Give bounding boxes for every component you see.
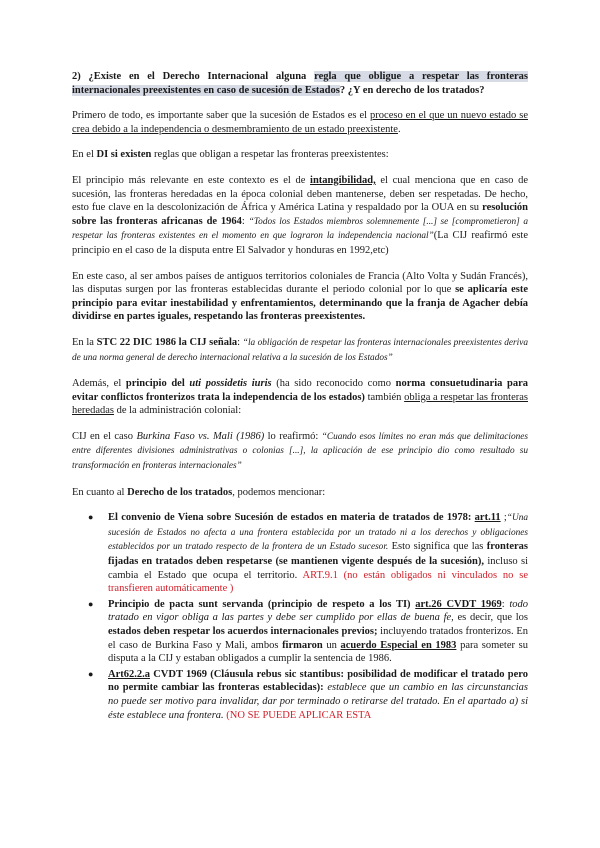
bold-text: CVDT 1969 (Cláusula rebus sic stantibus: posibilidad de modificar el tratado pero no permite cambiar las fronteras establecidas): (108, 668, 528, 694)
title-part: 2) ¿Existe en el Derecho Internacional alguna (72, 71, 315, 82)
underlined-definition: proceso en el que un nuevo estado se crea debido a la independencia o desmembramiento de un estado preexistente (72, 110, 528, 135)
bullet-dot-icon: ● (88, 668, 94, 679)
bold-text: principio del (125, 378, 190, 390)
underlined-text: obliga a respetar las fronteras heredadas (72, 391, 528, 417)
bullet-dot-icon: ● (88, 598, 94, 609)
italic-text: todo tratado en vigor obliga a las partes y debe ser cumplido por ellas de buena fe, (108, 598, 528, 624)
article-ref: Art62.2.a (108, 668, 150, 680)
paragraph-cij: CIJ en el caso Burkina Faso vs. Mali (1986) lo reafirmó: “Cuando esos límites no eran más que delimitaciones entre diferentes divisiones administrativas o colonias [...], la aplicación de ese principio dio como resultado su transformación en fronteras internacionales” (72, 430, 529, 472)
bold-text: estados deben respetar los acuerdos internacionales previos; (108, 626, 378, 637)
list-item: ● Principio de pacta sunt servanda (principio de respeto a los TI) art.26 CVDT 1969: todo tratado en vigor obliga a las partes y debe ser cumplido por ellas de buena fe, es decir, que los estados deben respetar los acuerdos internacionales previos; incluyendo tratados fronterizos. En el caso de Burkina Faso y Mali, ambos firmaron un acuerdo Especial en 1983 para someter su disputa a la CIJ y estaban obligados a cumplir la sentencia de 1986. (88, 598, 528, 665)
title-part: ? ¿Y en derecho de los tratados? (339, 84, 485, 96)
bold-text: resolución sobre las fronteras africanas de 1964 (72, 202, 528, 227)
question-title (72, 70, 528, 97)
paragraph-intro: Primero de todo, es importante saber que la sucesión de Estados es el proceso en el que un nuevo estado se crea debido a la independencia o desmembramiento de un estado preexistente. (72, 110, 528, 135)
list-item (88, 668, 529, 722)
paragraph-stc: En la STC 22 DIC 1986 la CIJ señala: “la obligación de respetar las fronteras internacionales preexistentes deriva de una norma general de derecho internacional relativa a la sucesión de los Estados” (72, 336, 528, 363)
italic-text: Burkina Faso vs. Mali (1986) (136, 430, 265, 442)
paragraph-di: En el DI si existen reglas que obligan a respetar las fronteras preexistentes: (72, 149, 389, 161)
italic-text: establece que un cambio en las circunstancias no puede ser motivo para invalidar, dar por terminado o retirarse del tratado. En el apartado a) si éste establece una frontera. (108, 682, 529, 721)
red-note: ART.9.1 (no están obligados ni vinculados no se transfieren automáticamente ) (108, 569, 528, 595)
bold-underlined-term: intangibilidad, (310, 174, 376, 186)
bold-text: firmaron (282, 639, 323, 651)
bold-underlined-text: acuerdo Especial en 1983 (340, 639, 457, 651)
document-body (72, 70, 528, 724)
list-item: ● El convenio de Viena sobre Sucesión de estados en materia de tratados de 1978: art.11 ;“Una sucesión de Estados no afecta a una frontera establecida por un tratado ni a los derechos y obligaciones establecidos por un tratado respecto de la frontera de un Estado sucesor. Esto significa que las fronteras fijadas en tratados deben respetarse (se mantienen vigente después de la sucesión), incluso si cambia el Estado que ocupa el territorio. ART.9.1 (no están obligados ni vinculados no se transfieren automáticamente ) (88, 512, 529, 595)
red-note: (NO SE PUEDE APLICAR ESTA (223, 709, 372, 721)
bullet-dot-icon: ● (88, 512, 94, 523)
title-highlight: regla que obligue a respetar las fronteras internacionales preexistentes en caso de sucesión de Estados (72, 71, 528, 96)
article-ref: art.11 (474, 512, 501, 524)
paragraph-uti-possidetis: Además, el principio del uti possidetis iuris (ha sido reconocido como norma consuetudinaria para evitar conflictos fronterizos trata la independencia de los estados) también obliga a respetar las fronteras heredadas de la administración colonial: (72, 378, 528, 417)
paragraph-colonias: En este caso, al ser ambos países de antiguos territorios coloniales de Francia (Alto Volta y Sudán Francés), las disputas surgen por las fronteras establecidas durante el periodo colonial por lo que se aplicaría este principio para evitar inestabilidad y enfrentamientos, determinando que la franja de Agacher debía dividirse en partes iguales, respetando las fronteras preexistentes. (72, 270, 529, 323)
bold-text: norma consuetudinaria para evitar conflictos fronterizos trata la independencia de los estados) (72, 378, 528, 403)
bold-text: Derecho de los tratados (127, 486, 233, 498)
italic-quote: “Cuando esos límites no eran más que delimitaciones entre diferentes divisiones administrativas o colonias [...], la aplicación de ese principio dio como resultado su transformación en fronteras internacionales” (72, 431, 529, 472)
article-ref: art.26 CVDT 1969 (415, 598, 502, 610)
paragraph-intangibilidad: El principio más relevante en este contexto es el de intangibilidad, el cual menciona que en caso de sucesión, las fronteras heredadas en la época colonial deben mantenerse, deben ser respetadas. De hecho, esto fue clave en la descolonización de África y América Latina y respaldado por la OUA en su resolución sobre las fronteras africanas de 1964: “Todos los Estados miembros solemnemente [...] se [comprometieron] a respetar las fronteras existentes en el momento en que lograron la independencia nacional”(La CIJ reafirmó este principio en el caso de la disputa entre El Salvador y honduras en 1992,etc) (72, 174, 528, 256)
italic-quote: “Una sucesión de Estados no afecta a una frontera establecida por un tratado ni a los derechos y obligaciones establecidos por un tratado respecto de la frontera de un Estado sucesor. (108, 513, 529, 553)
bold-text: fronteras fijadas en tratados deben respetarse (se mantienen vigente después de la sucesión), (108, 541, 528, 568)
bullet-list (72, 511, 528, 722)
italic-quote: “Todos los Estados miembros solemnemente [...] se [comprometieron] a respetar las fronteras existentes en el momento en que lograron la independencia nacional” (72, 216, 528, 242)
bold-text: DI si existen (96, 149, 152, 161)
bold-text: se aplicaría este principio para evitar inestabilidad y enfrentamientos, determinando que la franja de Agacher debía dividirse en partes iguales, respetando las fronteras preexistentes. (72, 284, 529, 323)
bold-text: STC 22 DIC 1986 la CIJ señala (96, 336, 238, 348)
bold-italic-text: uti possidetis iuris (189, 378, 272, 390)
paragraph-tratados: En cuanto al Derecho de los tratados, podemos mencionar: (72, 486, 326, 498)
italic-quote: “la obligación de respetar las fronteras internacionales preexistentes deriva de una norma general de derecho internacional relativa a la sucesión de los Estados” (72, 337, 528, 363)
